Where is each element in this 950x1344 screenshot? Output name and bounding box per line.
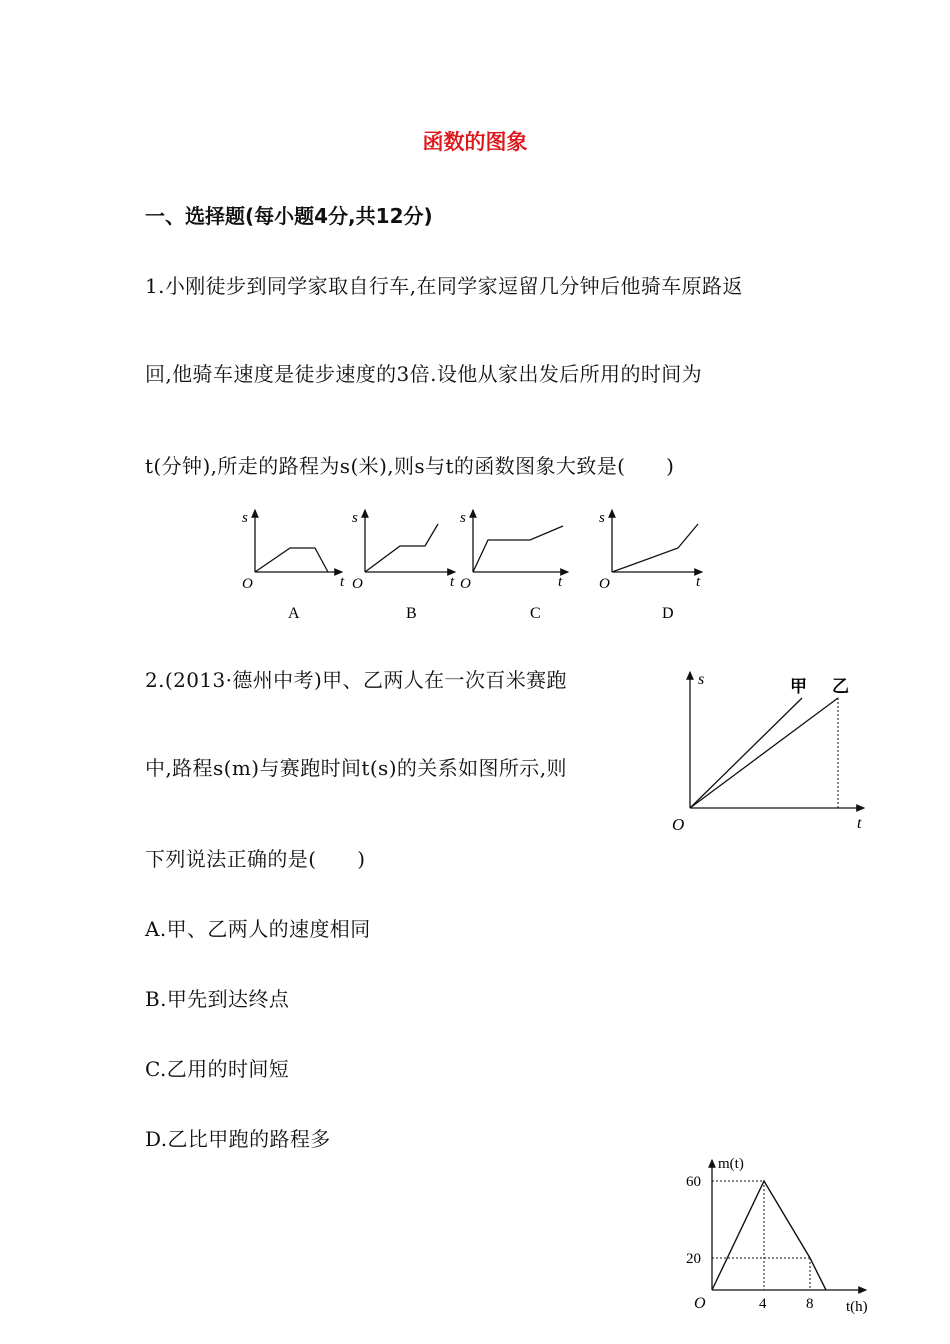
q1-graph-c-curve (473, 526, 563, 572)
q1-line-2: 回,他骑车速度是徒步速度的3倍.设他从家出发后所用的时间为 (145, 362, 703, 386)
q2-ylabel: s (698, 671, 705, 688)
q3-curve (712, 1181, 826, 1290)
q3-graph (680, 1150, 900, 1320)
q1-caption-c: C (530, 605, 541, 622)
q2-line-1: 2.(2013·德州中考)甲、乙两人在一次百米赛跑 (145, 668, 567, 692)
q1-graph-b-xlabel: t (450, 574, 455, 590)
q1-option-graphs (230, 500, 720, 630)
q3-xtick-8: 8 (806, 1296, 814, 1312)
q2-label-yi: 乙 (832, 677, 849, 697)
q3-origin: O (694, 1295, 706, 1312)
q1-graph-a-origin: O (242, 576, 253, 592)
q1-graph-a-curve (255, 548, 328, 572)
q1-graph-b-origin: O (352, 576, 363, 592)
q1-graph-d (599, 510, 702, 622)
q1-line-3: t(分钟),所走的路程为s(米),则s与t的函数图象大致是( ) (145, 454, 675, 478)
q2-option-a: A.甲、乙两人的速度相同 (145, 917, 371, 941)
q3-xlabel: t(h) (846, 1299, 868, 1315)
q1-caption-a: A (288, 605, 300, 622)
q2-option-b: B.甲先到达终点 (145, 987, 290, 1011)
q1-graph-a-ylabel: s (242, 510, 248, 526)
q2-line-2: 中,路程s(m)与赛跑时间t(s)的关系如图所示,则 (145, 756, 567, 780)
q1-graph-c (460, 510, 568, 622)
q2-origin: O (672, 815, 685, 834)
q1-graph-d-xlabel: t (696, 574, 701, 590)
q3-xtick-4: 4 (759, 1296, 767, 1312)
q2-option-c: C.乙用的时间短 (145, 1057, 290, 1081)
q1-graph-b-curve (365, 524, 438, 572)
q1-graph-a (242, 510, 345, 622)
q2-label-jia: 甲 (790, 677, 807, 697)
q1-graph-d-origin: O (599, 576, 610, 592)
q1-graph-c-origin: O (460, 576, 471, 592)
q2-xlabel: t (857, 815, 862, 832)
q1-graph-c-ylabel: s (460, 510, 466, 526)
section-heading: 一、选择题(每小题4分,共12分) (145, 204, 433, 228)
q1-graph-d-ylabel: s (599, 510, 605, 526)
q3-ytick-20: 20 (686, 1251, 701, 1267)
q2-graph (660, 660, 880, 840)
q1-graph-d-curve (612, 524, 698, 572)
page-title: 函数的图象 (422, 130, 528, 154)
q1-graph-c-xlabel: t (558, 574, 563, 590)
q2-option-d: D.乙比甲跑的路程多 (145, 1127, 331, 1151)
q1-line-1: 1.小刚徒步到同学家取自行车,在同学家逗留几分钟后他骑车原路返 (145, 274, 743, 298)
q1-graph-b-ylabel: s (352, 510, 358, 526)
q2-line-3: 下列说法正确的是( ) (145, 847, 366, 871)
q1-caption-b: B (406, 605, 417, 622)
q2-line-yi (690, 698, 838, 808)
q2-line-jia (690, 698, 802, 808)
q3-ytick-60: 60 (686, 1174, 701, 1190)
q1-caption-d: D (662, 605, 674, 622)
q1-graph-a-xlabel: t (340, 574, 345, 590)
q3-ylabel: m(t) (718, 1156, 744, 1172)
q1-graph-b (352, 510, 455, 622)
